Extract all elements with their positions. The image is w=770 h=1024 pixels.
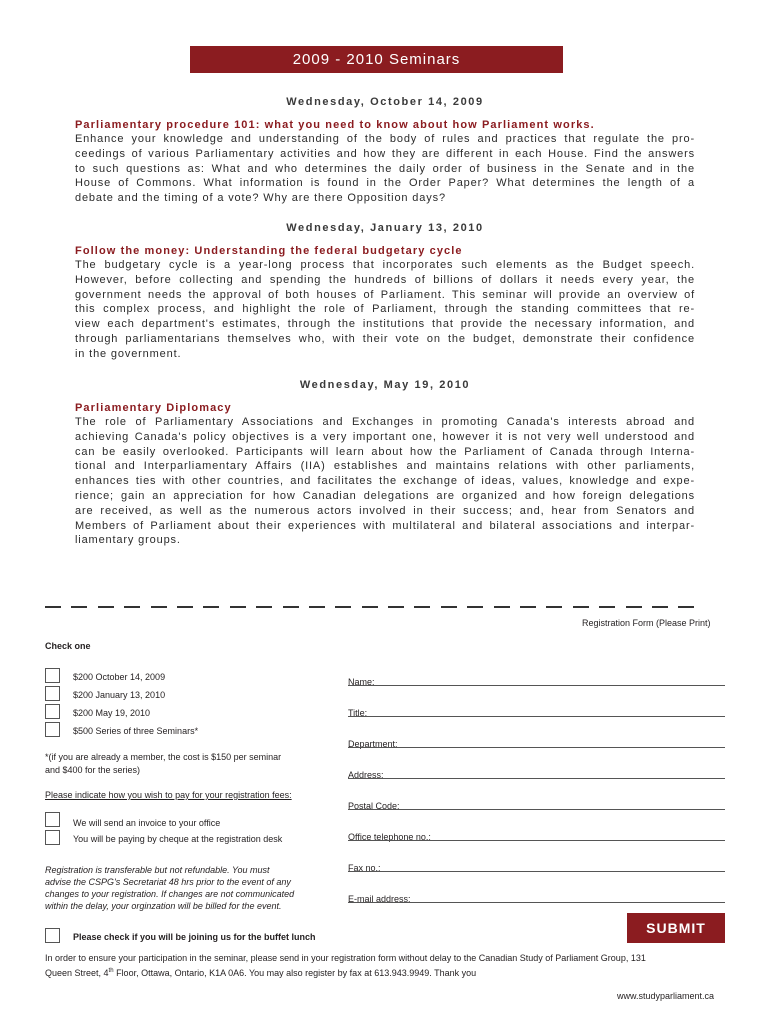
dash-segment [652, 606, 668, 608]
dash-segment [203, 606, 219, 608]
option-series-label: $500 Series of three Seminars* [73, 726, 199, 736]
option-may-label: $200 May 19, 2010 [73, 708, 151, 718]
dash-segment [626, 606, 642, 608]
checkbox-invoice[interactable] [45, 812, 60, 827]
footer-address [45, 965, 476, 979]
cheque-option-label: You will be paying by cheque at the registration desk [73, 834, 283, 844]
seminar-text-line: are received, as well as the numerous actors involved in their success; and, hear from Senators and [75, 504, 695, 517]
dash-segment [256, 606, 272, 608]
name-label: Name: [348, 677, 375, 687]
dash-segment [467, 606, 483, 608]
checkbox-series[interactable] [45, 722, 60, 737]
invoice-option-label: We will send an invoice to your office [73, 818, 221, 828]
transfer-note: advise the CSPG's Secretariat 48 hrs prior to the event of any [45, 877, 291, 887]
postal-code-label: Postal Code: [348, 801, 400, 811]
address-field[interactable] [348, 778, 725, 779]
dash-segment [98, 606, 114, 608]
seminars-banner: 2009 - 2010 Seminars [190, 46, 563, 73]
dash-segment [388, 606, 404, 608]
seminar-text-line: Enhance your knowledge and understanding of the body of rules and practices that regulate the pro- [75, 133, 695, 145]
office-telephone-label: Office telephone no.: [348, 832, 431, 842]
dash-segment [151, 606, 167, 608]
check-one-label: Check one [45, 641, 91, 651]
seminar-text-line: The budgetary cycle is a year-long process that incorporates such elements as the Budget speech. [75, 259, 695, 271]
transfer-note: Registration is transferable but not refundable. You must [45, 865, 270, 875]
seminar-may [75, 376, 695, 548]
seminar-text-line: to such questions as: What and who determines the daily order of business in the Senate and in the [75, 162, 695, 175]
fax-field[interactable] [348, 871, 725, 872]
dash-segment [441, 606, 457, 608]
postal-code-field[interactable] [348, 809, 725, 810]
seminar-text-line: achieving Canada's policy objectives is a very important one, however it is not very well understood and [75, 430, 695, 443]
seminar-text-line: Members of Parliament about their experiences with multilateral and bilateral associations and interpar- [75, 519, 695, 532]
seminar-january [75, 219, 695, 362]
seminar-text-line: ceedings of various Parliamentary activities and how they are different in each House. Find the answers [75, 147, 695, 160]
checkbox-may[interactable] [45, 704, 60, 719]
checkbox-buffet-lunch[interactable] [45, 928, 60, 943]
transfer-note: changes to your registration. If changes are not communicated [45, 889, 295, 899]
dash-segment [309, 606, 325, 608]
dash-segment [599, 606, 615, 608]
department-label: Department: [348, 739, 398, 749]
checkbox-cheque[interactable] [45, 830, 60, 845]
seminar-text-line: can be easily overlooked. Participants will learn about how the Parliament of Canada through Interna- [75, 445, 695, 458]
seminar-text-line: enhances ties with other countries, and facilitates the exchange of ideas, values, knowledge and expe- [75, 475, 695, 488]
seminar-text-line: rience; gain an appreciation for how Canadian delegations are organized and how foreign delegations [75, 489, 695, 502]
title-label: Title: [348, 708, 368, 718]
transfer-note: within the delay, your orginzation will be billed for the event. [45, 901, 282, 911]
member-note: and $400 for the series) [45, 765, 141, 775]
website-link[interactable]: www.studyparliament.ca [617, 991, 715, 1001]
dash-segment [71, 606, 87, 608]
title-field[interactable] [348, 716, 725, 717]
seminar-text-line: liamentary groups. [75, 534, 181, 547]
dash-segment [283, 606, 299, 608]
seminar-text-line: debate and the timing of a vote? Why are there Opposition days? [75, 192, 446, 205]
dash-segment [520, 606, 536, 608]
seminar-text-line: The role of Parliamentary Associations and Exchanges in promoting Canada's interests abroad and [75, 416, 695, 428]
dash-segment [678, 606, 694, 608]
office-telephone-field[interactable] [348, 840, 725, 841]
seminar-title: Follow the money: Understanding the federal budgetary cycle [75, 245, 463, 257]
member-note: *(if you are already a member, the cost is $150 per seminar [45, 752, 282, 762]
seminar-october [75, 93, 695, 206]
seminar-text-line: government needs the approval of both houses of Parliament. This seminar will provide an overview of [75, 288, 695, 301]
dash-segment [573, 606, 589, 608]
seminar-date: Wednesday, May 19, 2010 [299, 379, 471, 391]
seminar-text-line: House of Commons. What information is found in the Order Paper? What determines the length of a [75, 177, 695, 190]
dash-segment [414, 606, 430, 608]
submit-button[interactable]: SUBMIT [627, 913, 725, 943]
address-label: Address: [348, 770, 384, 780]
seminar-date: Wednesday, January 13, 2010 [286, 222, 484, 234]
department-field[interactable] [348, 747, 725, 748]
name-field[interactable] [348, 685, 725, 686]
seminar-title: Parliamentary Diplomacy [75, 402, 232, 414]
seminar-text-line: view each department's estimates, through the institutions that provide the necessary information, and [75, 318, 695, 331]
email-field[interactable] [348, 902, 725, 903]
option-october-label: $200 October 14, 2009 [73, 672, 166, 682]
seminar-text-line: tional and Interparliamentary Affairs (IIA) establishes and maintains relations with other parliaments, [75, 460, 695, 473]
payment-heading: Please indicate how you wish to pay for your registration fees: [45, 790, 292, 800]
footer-address-part: Floor, Ottawa, Ontario, K1A 0A6. You may also register by fax at 613.943.9949. Thank you [113, 968, 477, 978]
dash-segment [546, 606, 562, 608]
dash-segment [124, 606, 140, 608]
footer-address-part: Queen Street, 4 [45, 968, 109, 978]
footer-instructions: In order to ensure your participation in the seminar, please send in your registration form without delay to the Canadian Study of Parliament Group, 131 [45, 953, 646, 963]
seminar-text-line: in the government. [75, 347, 182, 360]
checkbox-january[interactable] [45, 686, 60, 701]
seminar-text-line: this complex process, and highlight the role of Parliament, through the standing committees that re- [75, 303, 695, 316]
seminar-text-line: through parliamentarians themselves who, with their vote on the budget, demonstrate their confidence [75, 332, 695, 345]
dash-segment [45, 606, 61, 608]
dash-segment [177, 606, 193, 608]
seminar-text-line: However, before collecting and spending the hundreds of billions of dollars it needs every year, the [75, 273, 695, 286]
cut-line-divider [45, 598, 725, 610]
dash-segment [362, 606, 378, 608]
dash-segment [494, 606, 510, 608]
dash-segment [230, 606, 246, 608]
checkbox-october[interactable] [45, 668, 60, 683]
fax-label: Fax no.: [348, 863, 381, 873]
buffet-lunch-label: Please check if you will be joining us for the buffet lunch [73, 932, 316, 942]
option-january-label: $200 January 13, 2010 [73, 690, 166, 700]
registration-form-heading: Registration Form (Please Print) [582, 618, 711, 628]
email-label: E-mail address: [348, 894, 411, 904]
seminar-date: Wednesday, October 14, 2009 [286, 96, 484, 108]
seminar-title: Parliamentary procedure 101: what you need to know about how Parliament works. [75, 119, 595, 131]
footer-superscript: th [108, 968, 114, 974]
dash-segment [335, 606, 351, 608]
